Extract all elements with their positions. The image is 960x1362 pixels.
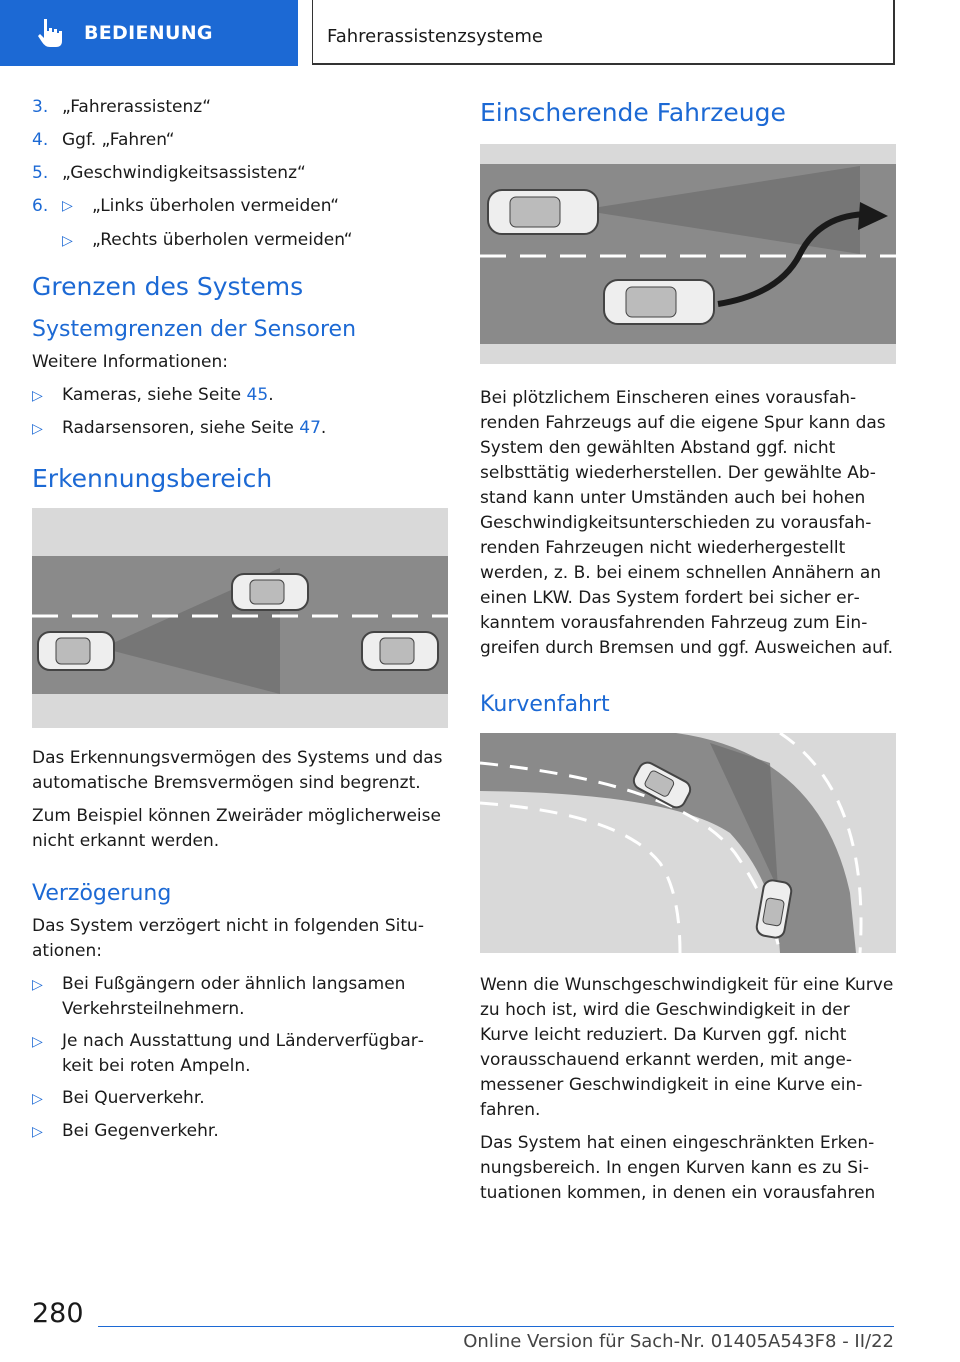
detection-paragraph-2: Zum Beispiel können Zweiräder möglicherweise nicht erkannt werden. [32,806,441,851]
sensor-item-radar [32,416,448,442]
page-header [0,0,960,66]
decel-item-text: Je nach Ausstattung und Länderverfügbarkeit bei roten Ampeln. [62,1031,424,1076]
decel-item [32,1119,448,1145]
page-number: 280 [32,1298,84,1329]
step-number: 4. [32,130,49,150]
decel-item-text: Bei Querverkehr. [62,1088,205,1108]
bullet-triangle-icon: ▷ [32,1034,43,1050]
decel-item [32,1086,448,1112]
heading-deceleration: Verzögerung [32,881,172,906]
right-column [480,96,896,1214]
decel-item [32,1029,448,1079]
sensor-item-camera [32,383,448,409]
car-ahead-left-lane [232,574,308,610]
step-text: „Fahrerassistenz“ [62,97,212,117]
step-3 [32,96,448,118]
detection-paragraph-1: Das Erkennungsvermögen des Systems und das automatische Bremsvermögen sind begrenzt. [32,748,443,793]
step-6 [32,195,448,217]
bullet-triangle-icon: ▷ [32,1124,43,1140]
footer-divider [98,1326,894,1327]
cut-in-illustration [480,144,896,364]
step-number: 5. [32,163,49,183]
bullet-triangle-icon: ▷ [32,1091,43,1107]
car-ego [488,190,598,234]
page-link-45[interactable]: 45 [246,385,269,405]
bullet-triangle-icon: ▷ [62,198,73,214]
bullet-triangle-icon: ▷ [62,233,73,249]
decel-item-text: Bei Gegenverkehr. [62,1121,219,1141]
bullet-triangle-icon: ▷ [32,977,43,993]
chapter-label: Fahrerassistenzsysteme [327,26,543,47]
bullet-triangle-icon: ▷ [32,388,43,404]
car-ahead-own-lane [362,632,438,670]
decel-item-text: Bei Fußgängern oder ähnlich langsamen Verkehrsteilnehmern. [62,974,406,1019]
step-text: Ggf. „Fahren“ [62,130,175,150]
page-link-47[interactable]: 47 [299,418,321,438]
step-text: „Links überholen vermeiden“ [92,196,340,216]
heading-cut-in-vehicles: Einscherende Fahrzeuge [480,98,786,127]
footer-version-text: Online Version für Sach-Nr. 01405A543F8 - II/22 [463,1331,894,1352]
car-cutting-in [604,280,714,324]
cornering-paragraph-2: Das System hat einen eingeschränkten Erkennungsbereich. In engen Kurven kann es zu Situationen kommen, in denen ein vorausfahren [480,1133,876,1203]
deceleration-paragraph: Das System verzögert nicht in folgenden Situationen: [32,916,424,961]
heading-sensor-limits: Systemgrenzen der Sensoren [32,317,357,342]
step-5 [32,162,448,184]
car-ego [38,632,114,670]
step-number: 6. [32,196,49,216]
pointing-hand-icon [30,13,70,53]
section-label: BEDIENUNG [84,22,213,44]
cornering-paragraph-1: Wenn die Wunschgeschwindigkeit für eine Kurve zu hoch ist, wird die Geschwindigkeit in der Kurve leicht reduziert. Da Kurven ggf. nicht vorausschauend erkannt werden, mit angemessener Geschwindigkeit in eine Kurve einfahren. [480,975,894,1120]
punctuation: . [320,418,327,438]
heading-cornering: Kurvenfahrt [480,692,610,717]
cornering-illustration [480,733,896,953]
chapter-tab[interactable] [312,0,895,65]
sub-bullet [62,228,448,254]
step-number: 3. [32,97,49,117]
detection-range-illustration [32,508,448,728]
bullet-triangle-icon: ▷ [32,421,43,437]
cut-in-paragraph: Bei plötzlichem Einscheren eines vorausfahrenden Fahrzeugs auf die eigene Spur kann das System den gewählten Abstand ggf. nicht selbsttätig wiederherstellen. Der gewählte Abstand kann unter Umständen auch bei hohen Geschwindigkeitsunterschieden zu vorausfahrenden Fahrzeugen nicht wiederhergestellt werden, z. B. bei einem schnellen Annähern an einen LKW. Das System fordert bei sicher erkanntem vorausfahrenden Fahrzeug zum Eingreifen durch Bremsen und ggf. Ausweichen auf. [480,388,894,658]
sensor-item-text: Radarsensoren, siehe Seite [62,418,300,438]
heading-system-limits: Grenzen des Systems [32,272,304,301]
more-info-text: Weitere Informationen: [32,352,228,372]
sensor-item-text: Kameras, siehe Seite [62,385,247,405]
step-4 [32,129,448,151]
section-tab[interactable] [0,0,298,66]
heading-detection-range: Erkennungsbereich [32,464,273,493]
step-text: „Geschwindigkeitsassistenz“ [62,163,306,183]
decel-item [32,972,448,1022]
sub-bullet-text: „Rechts überholen vermeiden“ [92,230,353,250]
punctuation: . [268,385,274,405]
left-column [32,96,448,1152]
